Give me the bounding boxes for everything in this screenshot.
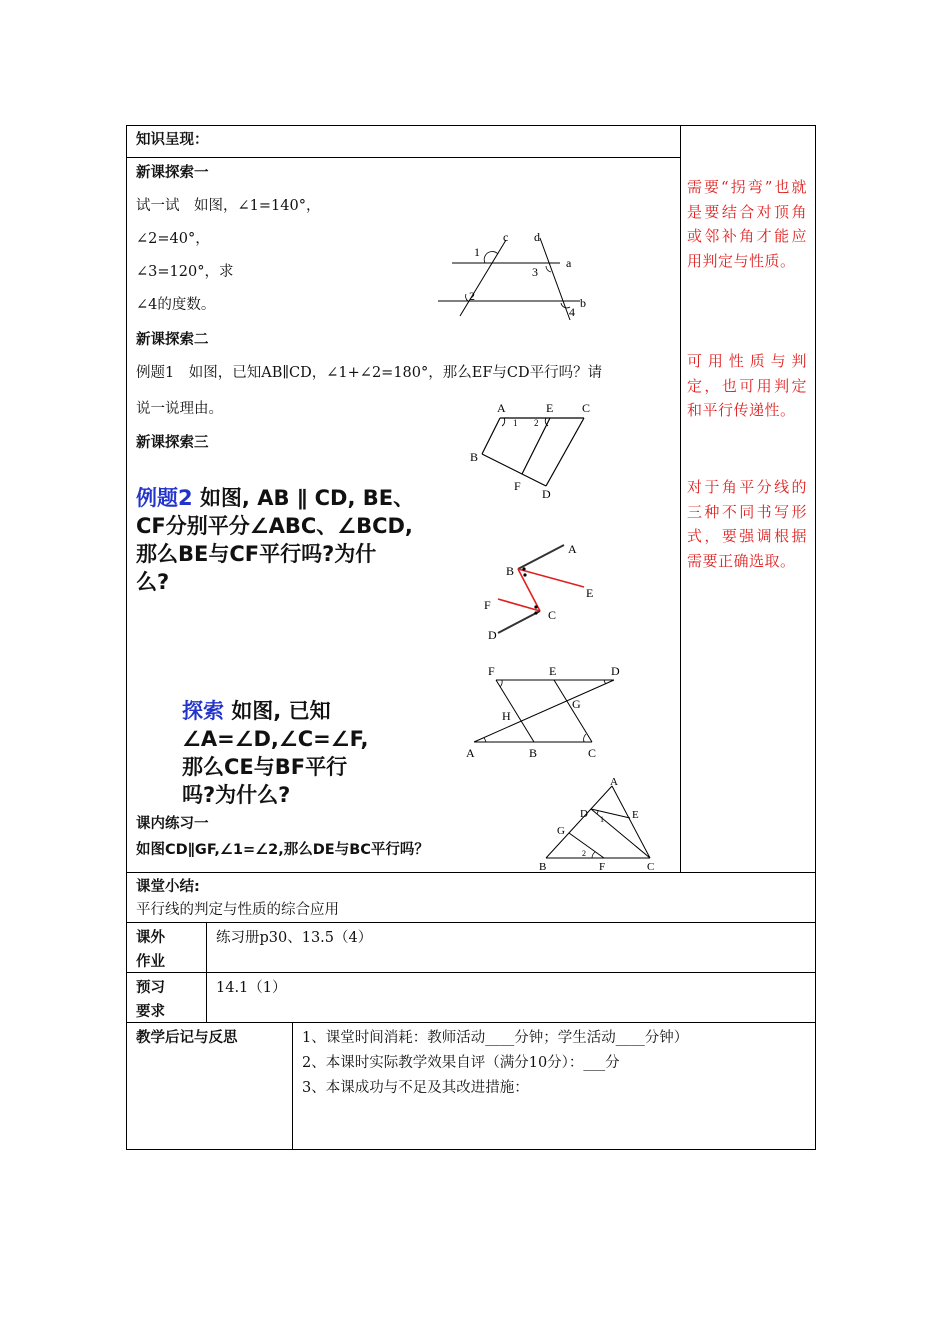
fig1-label: d: [534, 230, 540, 244]
fig1-label: 1: [474, 245, 480, 259]
preview-content: 14.1（1）: [216, 980, 287, 996]
header-row-divider: [126, 157, 681, 158]
table-bottom-border: [126, 1149, 816, 1150]
fig4-label: H: [502, 709, 511, 723]
section1-line: ∠3=120°，求: [136, 264, 234, 280]
fig3-label: A: [568, 542, 577, 556]
figure-practice-triangle: [534, 774, 664, 872]
ray-BE: [518, 569, 584, 587]
fig3-label: E: [586, 586, 594, 600]
fig1-label: 4: [569, 305, 575, 319]
segment-BC: [518, 569, 540, 611]
section2-title: 新课探索二: [136, 332, 209, 348]
fig4-label: F: [488, 664, 495, 678]
fig2-label: E: [546, 401, 554, 415]
fig4-label: G: [572, 697, 581, 711]
summary-content: 平行线的判定与性质的综合应用: [136, 902, 339, 918]
reflection-label: 教学后记与反思: [136, 1030, 238, 1046]
preview-row-divider: [126, 972, 816, 973]
example2-line: [136, 484, 414, 512]
segment-GF: [569, 833, 604, 858]
example2-line: CF分别平分∠ABC、∠BCD,: [136, 514, 413, 538]
side-note: 需要“拐弯”也就是要结合对顶角或邻补角才能应用判定与性质。: [687, 178, 807, 270]
reflection-item: 3、本课成功与不足及其改进措施：: [302, 1080, 529, 1096]
knowledge-header: 知识呈现：: [136, 132, 209, 148]
fig2-label: B: [470, 450, 479, 464]
example2-text: 如图, AB ∥ CD, BE、: [199, 486, 415, 510]
side-note: 对于角平分线的三种不同书写形式，要强调根据需要正确选取。: [687, 478, 807, 570]
fig5-label: 2: [582, 849, 586, 858]
table-left-border: [126, 125, 127, 1150]
reflection-column-divider: [292, 1022, 293, 1150]
figure-angles-parallel: [430, 228, 600, 324]
fig4-label: E: [549, 664, 557, 678]
segment-AD: [474, 680, 614, 742]
example2-line: 那么BE与CF平行吗?为什: [136, 542, 377, 566]
example2-line: 么?: [136, 570, 170, 594]
fig2-label: 2: [534, 418, 539, 428]
figure-parallelogram: [466, 398, 596, 504]
homework-label: 课外: [136, 930, 165, 946]
reflection-item: 1、课堂时间消耗：教师活动____分钟；学生活动____分钟）: [302, 1030, 689, 1046]
preview-label: 要求: [136, 1004, 165, 1020]
fig5-label: E: [632, 809, 639, 821]
homework-label: 作业: [136, 954, 165, 970]
fig1-label: a: [566, 256, 572, 270]
fig3-label: D: [488, 628, 497, 642]
fig1-label: b: [580, 296, 586, 310]
fig2-label: C: [582, 401, 591, 415]
explore-line: 吗?为什么?: [182, 783, 291, 807]
fig5-label: B: [539, 861, 547, 872]
segment-AC: [612, 786, 650, 858]
fig5-label: F: [599, 861, 606, 872]
segment-CD: [546, 418, 584, 486]
explore-text: 如图, 已知: [231, 699, 331, 723]
explore-line: 那么CE与BF平行: [182, 755, 348, 779]
fig3-label: F: [484, 598, 491, 612]
summary-title: 课堂小结:: [136, 879, 200, 895]
fig2-label: D: [542, 487, 551, 501]
fig5-label: C: [647, 861, 655, 872]
figure-explore-parallel: [462, 662, 622, 762]
fig4-label: A: [466, 746, 475, 760]
label-column-divider: [206, 922, 207, 1022]
explore-line: ∠A=∠D,∠C=∠F,: [182, 727, 369, 751]
fig5-label: 1: [600, 815, 604, 824]
fig1-label: 2: [469, 289, 475, 303]
fig3-label: B: [506, 564, 515, 578]
table-top-border: [126, 125, 816, 126]
segment-AB: [482, 418, 500, 454]
segment-EC: [554, 680, 592, 742]
fig2-label: 1: [513, 418, 518, 428]
reflection-row-divider: [126, 1022, 816, 1023]
fig5-label: G: [557, 825, 565, 837]
explore-label: 探索: [182, 699, 224, 723]
ray-CF: [498, 599, 540, 611]
section1-line: 试一试 如图，∠1=140°，: [136, 198, 321, 214]
section1-title: 新课探索一: [136, 165, 209, 181]
fig1-label: c: [503, 230, 509, 244]
line-c: [460, 240, 506, 316]
section2-line2: 说一说理由。: [136, 401, 223, 417]
section1-line: ∠4的度数。: [136, 297, 216, 313]
summary-row-divider: [126, 872, 816, 873]
fig5-label: A: [610, 776, 618, 788]
fig1-label: 3: [532, 265, 538, 279]
table-right-border: [815, 125, 816, 1150]
ray-CD: [498, 611, 540, 633]
side-note: 可用性质与判定，也可用判定和平行传递性。: [687, 352, 807, 419]
practice-title: 课内练习一: [136, 816, 209, 832]
fig2-label: F: [514, 479, 521, 493]
fig3-label: C: [548, 608, 557, 622]
section3-title: 新课探索三: [136, 435, 209, 451]
ray-BA: [518, 545, 564, 569]
practice-question: 如图CD∥GF,∠1=∠2,那么DE与BC平行吗？: [136, 842, 429, 858]
preview-label: 预习: [136, 980, 165, 996]
notes-column-divider: [680, 125, 681, 873]
example2-label: 例题2: [136, 486, 193, 510]
figure-angle-bisectors: [480, 537, 600, 645]
fig4-label: C: [588, 746, 597, 760]
homework-row-divider: [126, 922, 816, 923]
homework-content: 练习册p30、13.5（4）: [216, 930, 373, 946]
reflection-item: 2、本课时实际教学效果自评（满分10分）：___分: [302, 1055, 620, 1071]
fig2-label: A: [497, 401, 506, 415]
section1-line: ∠2=40°，: [136, 231, 210, 247]
section2-line1: 例题1 如图，已知AB∥CD，∠1+∠2=180°，那么EF与CD平行吗？请: [136, 365, 603, 381]
fig4-label: B: [529, 746, 538, 760]
fig4-label: D: [611, 664, 620, 678]
explore-line: [182, 697, 331, 725]
fig5-label: D: [580, 808, 588, 820]
